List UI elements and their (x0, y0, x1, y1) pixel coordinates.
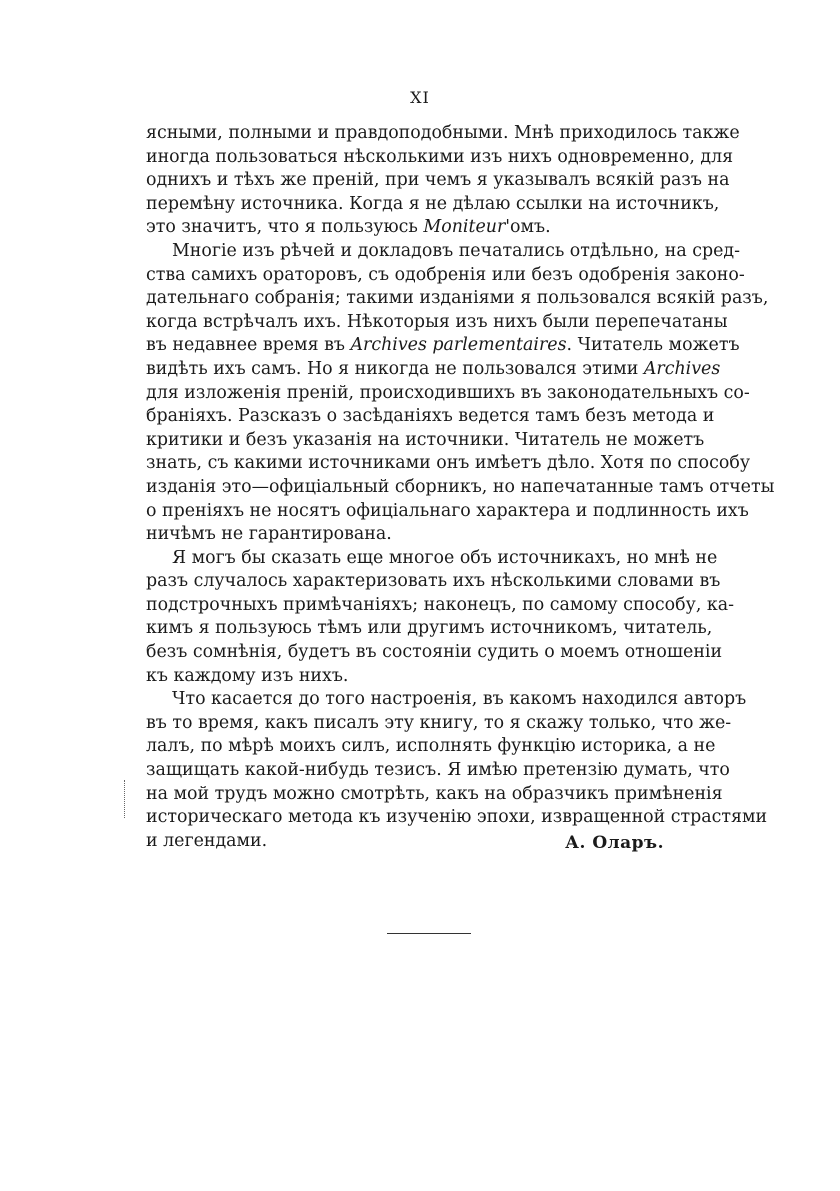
text-line: ясными, полными и правдоподобными. Мнѣ приходилось также (146, 123, 740, 143)
text-line: когда встрѣчалъ ихъ. Нѣкоторыя изъ нихъ были перепечатаны (146, 311, 728, 332)
text-line: къ каждому изъ нихъ. (146, 665, 349, 686)
text-line: Я могъ бы сказать еще многое объ источникахъ, но мнѣ не (172, 547, 718, 568)
text-line: видѣть ихъ самъ. Но я никогда не пользовался этими Archives (146, 358, 721, 379)
text-line: на мой трудъ можно смотрѣть, какъ на образчикъ примѣненія (146, 783, 723, 804)
text-line: лалъ, по мѣрѣ моихъ силъ, исполнять функцію историка, а не (146, 736, 716, 757)
author-signature: А. Оларъ. (565, 833, 664, 853)
text-line: Что касается до того настроенія, въ какомъ находился авторъ (172, 689, 747, 710)
text-line: въ то время, какъ писалъ эту книгу, то я скажу только, что же- (146, 712, 732, 733)
margin-mark (124, 780, 126, 818)
text-line: ничѣмъ не гарантирована. (146, 524, 392, 545)
text-line: ства самихъ ораторовъ, съ одобренія или безъ одобренія законо- (146, 264, 745, 285)
text-line: браніяхъ. Разсказъ о засѣданіяхъ ведется тамъ безъ метода и (146, 406, 715, 427)
text-line: кимъ я пользуюсь тѣмъ или другимъ источникомъ, читатель, (146, 618, 713, 639)
text-line: критики и безъ указанія на источники. Читатель не можетъ (146, 429, 705, 450)
body-text (146, 122, 775, 853)
text-line: Многіе изъ рѣчей и докладовъ печатались отдѣльно, на сред- (172, 240, 740, 261)
closing-rule (387, 933, 471, 934)
text-line: однихъ и тѣхъ же преній, при чемъ я указывалъ всякій разъ на (146, 170, 730, 191)
paragraph (146, 122, 740, 240)
text-line: подстрочныхъ примѣчаніяхъ; наконецъ, по самому способу, ка- (146, 594, 734, 615)
text-line: знать, съ какими источниками онъ имѣетъ дѣло. Хотя по способу (146, 453, 751, 474)
text-line: для изложенія преній, происходившихъ въ законодательныхъ со- (146, 382, 750, 403)
text-line: это значитъ, что я пользуюсь Moniteur'омъ. (146, 217, 551, 238)
text-line: о преніяхъ не носятъ офиціальнаго характера и подлинность ихъ (146, 500, 749, 521)
text-line: дательнаго собранія; такими изданіями я пользовался всякій разъ, (146, 288, 769, 309)
paragraph (146, 547, 734, 689)
text-line: защищать какой-нибудь тезисъ. Я имѣю претензію думать, что (146, 760, 730, 781)
text-line: перемѣну источника. Когда я не дѣлаю ссылки на источникъ, (146, 193, 720, 214)
text-line: въ недавнее время въ Archives parlementaires. Читатель можетъ (146, 335, 740, 356)
paragraph (146, 688, 768, 853)
text-line: историческаго метода къ изученію эпохи, извращенной страстями (146, 807, 768, 828)
text-line: иногда пользоваться нѣсколькими изъ нихъ одновременно, для (146, 146, 734, 167)
paragraph (146, 240, 775, 547)
page-number: XI (410, 88, 430, 107)
text-line: разъ случалось характеризовать ихъ нѣсколькими словами въ (146, 571, 721, 592)
text-line: и легендами. (146, 830, 268, 851)
text-line: безъ сомнѣнія, будетъ въ состояніи судить о моемъ отношеніи (146, 642, 723, 663)
text-line: изданія это—офиціальный сборникъ, но напечатанные тамъ отчеты (146, 476, 775, 497)
